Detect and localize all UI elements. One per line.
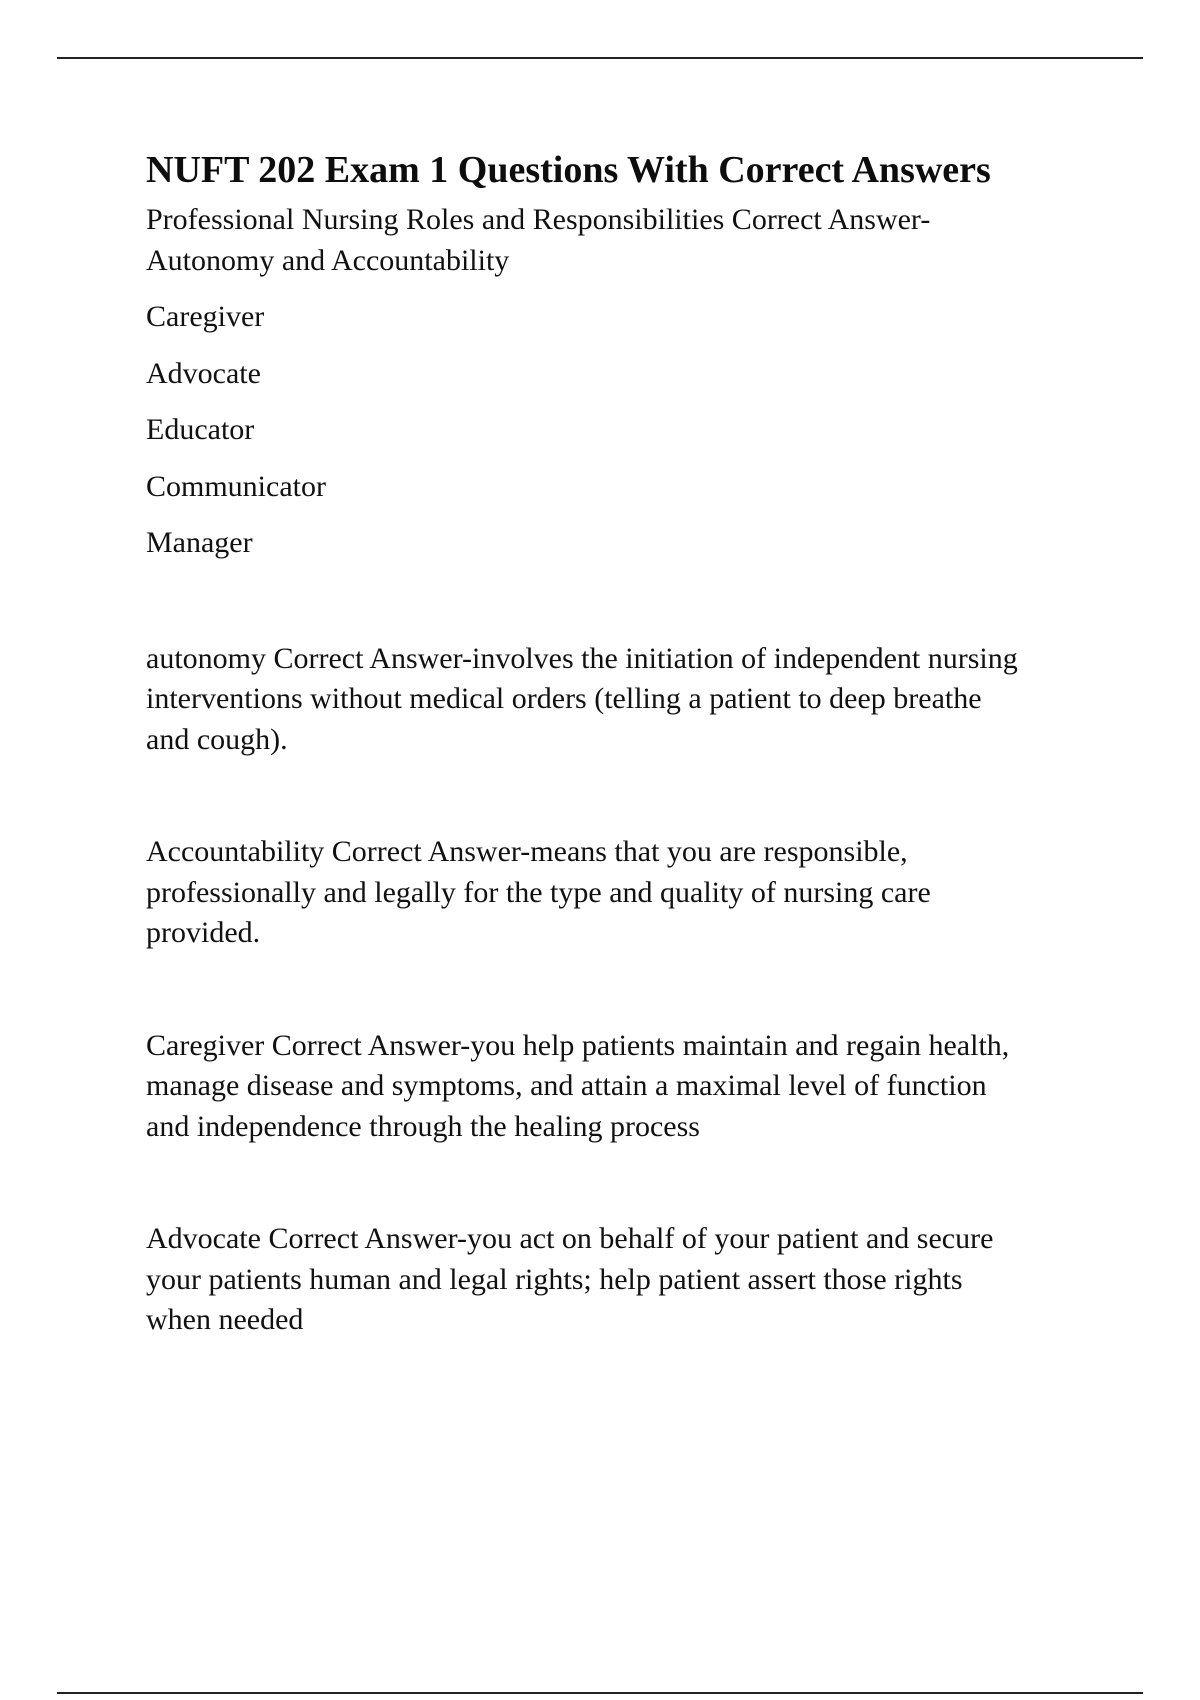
qa-line: professionally and legally for the type and quality of nursing care: [146, 875, 931, 909]
qa-line: Caregiver Correct Answer-you help patients maintain and regain health,: [146, 1028, 1010, 1062]
role-item-educator: Educator: [146, 413, 255, 446]
role-item-manager: Manager: [146, 526, 253, 559]
header-rule: [57, 57, 1143, 59]
qa-line: provided.: [146, 916, 261, 949]
intro-line: Autonomy and Accountability: [146, 243, 510, 277]
qa-line: when needed: [146, 1303, 304, 1336]
qa-entry-autonomy: [146, 639, 1096, 761]
qa-entry-accountability: [146, 832, 1096, 954]
intro-line: Professional Nursing Roles and Responsibilities Correct Answer-: [146, 203, 931, 236]
qa-line: manage disease and symptoms, and attain a maximal level of function: [146, 1069, 987, 1102]
roles-list: [146, 297, 1096, 564]
footer-rule: [57, 1692, 1143, 1694]
document-body: [146, 142, 1096, 1341]
intro-paragraph: [146, 200, 1096, 281]
qa-entry-caregiver: [146, 1026, 1096, 1148]
qa-line: and cough).: [146, 722, 288, 756]
qa-line: autonomy Correct Answer-involves the initiation of independent nursing: [146, 641, 1018, 675]
qa-entry-advocate: [146, 1219, 1096, 1341]
qa-line: Accountability Correct Answer-means that you are responsible,: [146, 835, 908, 868]
role-item-advocate: Advocate: [146, 356, 261, 390]
qa-line: interventions without medical orders (telling a patient to deep breathe: [146, 682, 982, 715]
role-item-communicator: Communicator: [146, 469, 326, 503]
qa-line: Advocate Correct Answer-you act on behalf of your patient and secure: [146, 1222, 994, 1255]
role-item-caregiver: Caregiver: [146, 300, 265, 333]
qa-line: and independence through the healing process: [146, 1109, 700, 1143]
page-title: NUFT 202 Exam 1 Questions With Correct Answers: [146, 149, 991, 191]
qa-line: your patients human and legal rights; help patient assert those rights: [146, 1262, 963, 1296]
